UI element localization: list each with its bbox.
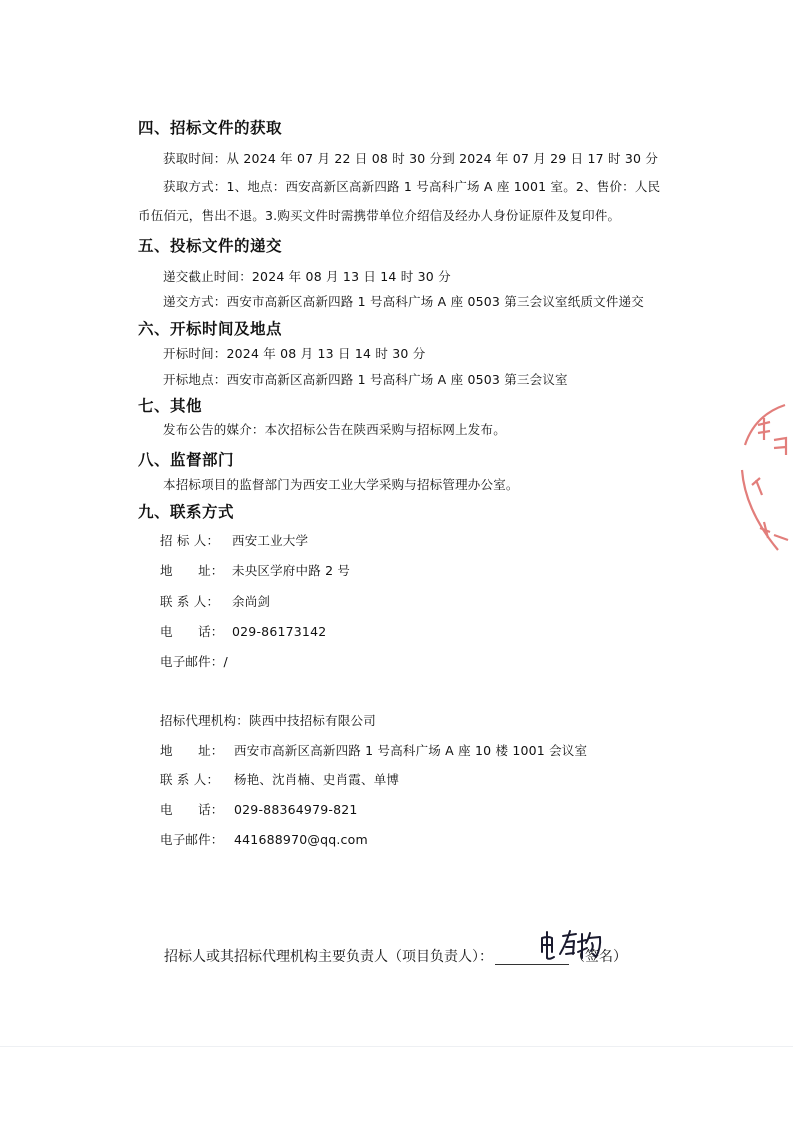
section-heading-4: 四、招标文件的获取 xyxy=(138,119,283,137)
agency-phone-label: 电 话： xyxy=(160,802,224,817)
agency-phone-value: 029-88364979-821 xyxy=(234,802,358,817)
acquire-method: 获取方式：1、地点：西安高新区高新四路 1 号高科广场 A 座 1001 室。2、售价：人民 xyxy=(163,179,661,194)
tenderer-name-row xyxy=(160,531,308,549)
agency-address-row xyxy=(160,741,587,759)
tenderer-address-value: 未央区学府中路 2 号 xyxy=(232,563,351,578)
tenderer-phone-row xyxy=(160,622,326,640)
agency-address-label: 地 址： xyxy=(160,743,224,758)
agency-address-value: 西安市高新区高新四路 1 号高科广场 A 座 10 楼 1001 会议室 xyxy=(234,743,588,758)
tenderer-name-value: 西安工业大学 xyxy=(232,533,309,548)
agency-email-label: 电子邮件： xyxy=(160,832,224,847)
tenderer-email-label: 电子邮件： xyxy=(160,654,224,669)
tenderer-contact-label: 联 系 人： xyxy=(160,594,220,609)
red-seal-stamp xyxy=(730,400,793,560)
tenderer-phone-value: 029-86173142 xyxy=(232,624,327,639)
publication-media: 发布公告的媒介：本次招标公告在陕西采购与招标网上发布。 xyxy=(163,422,506,437)
tenderer-contact-value: 余尚剑 xyxy=(232,594,271,609)
acquire-method-cont: 币伍佰元，售出不退。3.购买文件时需携带单位介绍信及经办人身份证原件及复印件。 xyxy=(138,208,621,223)
agency-contact-value: 杨艳、沈肖楠、史肖霞、单博 xyxy=(234,772,400,787)
supervision-dept: 本招标项目的监督部门为西安工业大学采购与招标管理办公室。 xyxy=(163,477,519,492)
section-heading-5: 五、投标文件的递交 xyxy=(138,237,283,255)
section-heading-9: 九、联系方式 xyxy=(138,503,235,521)
signature-suffix: （签名） xyxy=(571,949,627,965)
opening-place: 开标地点：西安市高新区高新四路 1 号高科广场 A 座 0503 第三会议室 xyxy=(163,372,568,387)
tenderer-address-row xyxy=(160,561,350,579)
agency-name-label: 招标代理机构： xyxy=(160,713,249,728)
agency-email-row xyxy=(160,830,368,848)
agency-name-value: 陕西中技招标有限公司 xyxy=(248,713,376,728)
submission-deadline: 递交截止时间：2024 年 08 月 13 日 14 时 30 分 xyxy=(163,269,451,284)
agency-phone-row xyxy=(160,800,358,818)
submission-method: 递交方式：西安市高新区高新四路 1 号高科广场 A 座 0503 第三会议室纸质文件递交 xyxy=(163,294,644,309)
agency-email-value: 441688970@qq.com xyxy=(234,832,368,847)
opening-time: 开标时间：2024 年 08 月 13 日 14 时 30 分 xyxy=(163,346,426,361)
tenderer-address-label: 地 址： xyxy=(160,563,224,578)
section-heading-6: 六、开标时间及地点 xyxy=(138,320,283,338)
acquire-time: 获取时间：从 2024 年 07 月 22 日 08 时 30 分到 2024 年 07 月 29 日 17 时 30 分 xyxy=(163,151,659,166)
section-heading-7: 七、其他 xyxy=(138,397,203,415)
tenderer-phone-label: 电 话： xyxy=(160,624,224,639)
tenderer-name-label: 招 标 人： xyxy=(160,533,220,548)
agency-name-row xyxy=(160,711,376,729)
signature-prefix: 招标人或其招标代理机构主要负责人（项目负责人）： xyxy=(164,949,493,965)
agency-contact-row xyxy=(160,770,399,788)
handwritten-signature xyxy=(536,928,608,962)
tenderer-contact-row xyxy=(160,592,270,610)
scan-edge-line xyxy=(0,1046,793,1047)
section-heading-8: 八、监督部门 xyxy=(138,451,235,469)
agency-contact-label: 联 系 人： xyxy=(160,772,220,787)
tenderer-email-value: / xyxy=(223,654,228,669)
tenderer-email-row xyxy=(160,652,228,670)
